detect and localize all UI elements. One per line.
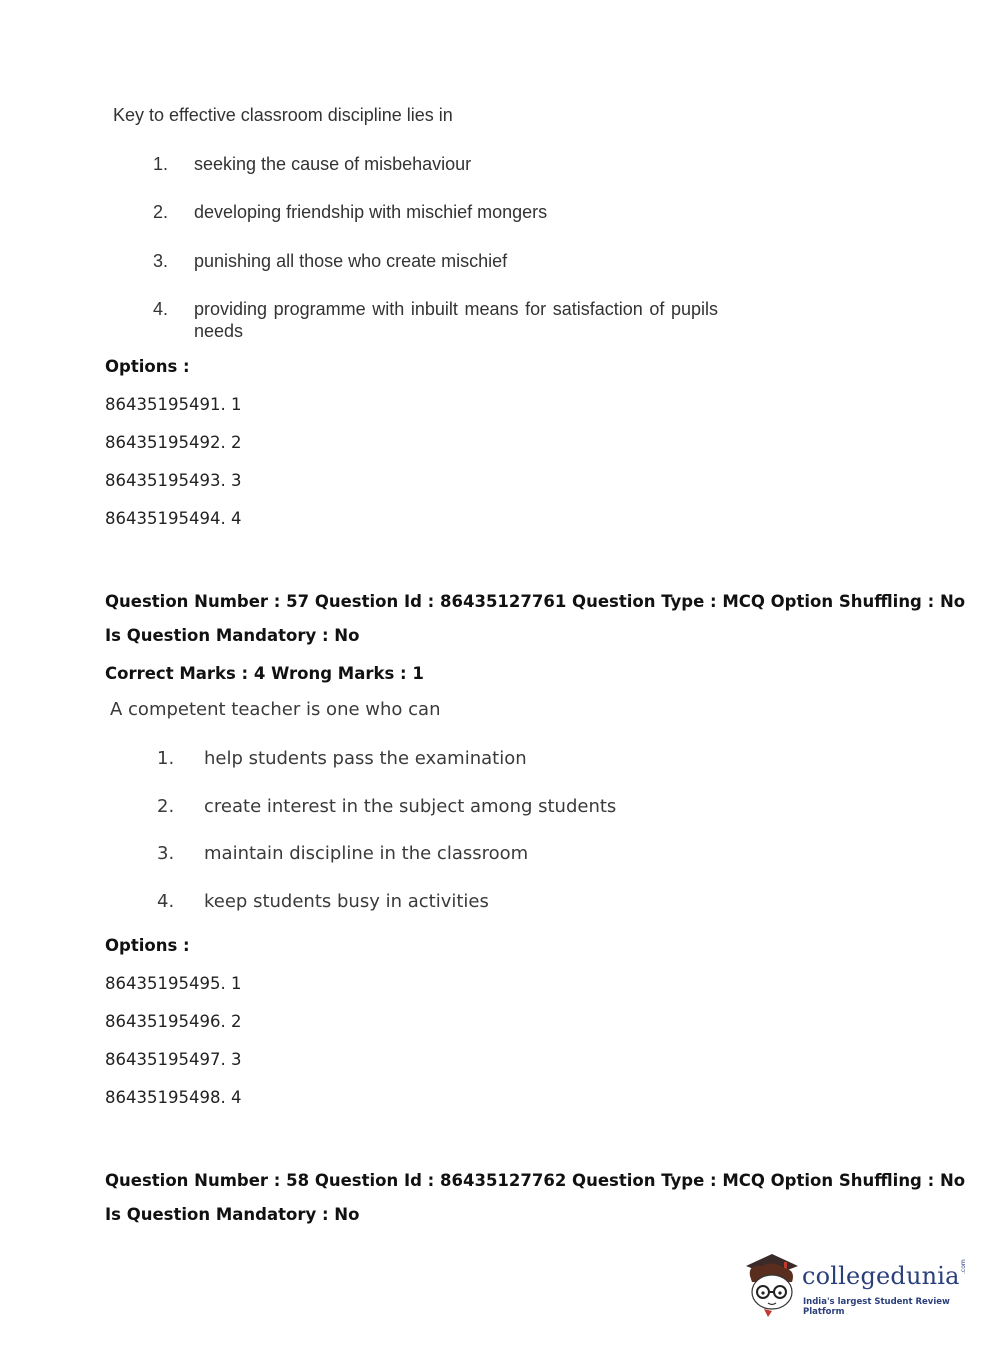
item-number: 2. — [157, 796, 175, 817]
item-text: seeking the cause of misbehaviour — [194, 154, 472, 174]
item-number: 4. — [157, 891, 175, 912]
collegedunia-logo — [742, 1250, 972, 1320]
item-number: 3. — [157, 843, 175, 864]
question-stem: Key to effective classroom discipline lies in — [113, 105, 453, 125]
item-number: 2. — [153, 202, 169, 222]
item-text: punishing all those who create mischief — [194, 251, 508, 271]
option-item: 86435195496. 2 — [105, 1012, 242, 1031]
item-text-continuation: needs — [194, 321, 244, 341]
question-mandatory: Is Question Mandatory : No — [105, 1205, 360, 1224]
item-number: 1. — [153, 154, 169, 174]
question-stem: A competent teacher is one who can — [110, 699, 441, 720]
item-text: providing programme with inbuilt means for satisfaction of pupils — [194, 299, 718, 319]
option-item: 86435195491. 1 — [105, 395, 242, 414]
option-item: 86435195492. 2 — [105, 433, 242, 452]
logo-domain: .com — [960, 1259, 967, 1274]
option-item: 86435195495. 1 — [105, 974, 242, 993]
item-text: maintain discipline in the classroom — [204, 843, 529, 864]
item-number: 1. — [157, 748, 175, 769]
question-header: Question Number : 57 Question Id : 86435127761 Question Type : MCQ Option Shuffling : No — [105, 592, 966, 611]
question-marks: Correct Marks : 4 Wrong Marks : 1 — [105, 664, 424, 683]
logo-wordmark: collegedunia — [802, 1262, 960, 1290]
option-item: 86435195494. 4 — [105, 509, 242, 528]
item-text: developing friendship with mischief mongers — [194, 202, 548, 222]
item-text: create interest in the subject among students — [204, 796, 617, 817]
question-mandatory: Is Question Mandatory : No — [105, 626, 360, 645]
option-item: 86435195497. 3 — [105, 1050, 242, 1069]
option-item: 86435195498. 4 — [105, 1088, 242, 1107]
item-number: 3. — [153, 251, 169, 271]
options-label: Options : — [105, 357, 190, 376]
mascot-icon — [742, 1250, 802, 1318]
logo-tagline: India's largest Student Review Platform — [803, 1297, 950, 1317]
option-item: 86435195493. 3 — [105, 471, 242, 490]
question-header: Question Number : 58 Question Id : 86435127762 Question Type : MCQ Option Shuffling : No — [105, 1171, 966, 1190]
item-text: keep students busy in activities — [204, 891, 489, 912]
item-text: help students pass the examination — [204, 748, 527, 769]
options-label: Options : — [105, 936, 190, 955]
item-number: 4. — [153, 299, 169, 319]
